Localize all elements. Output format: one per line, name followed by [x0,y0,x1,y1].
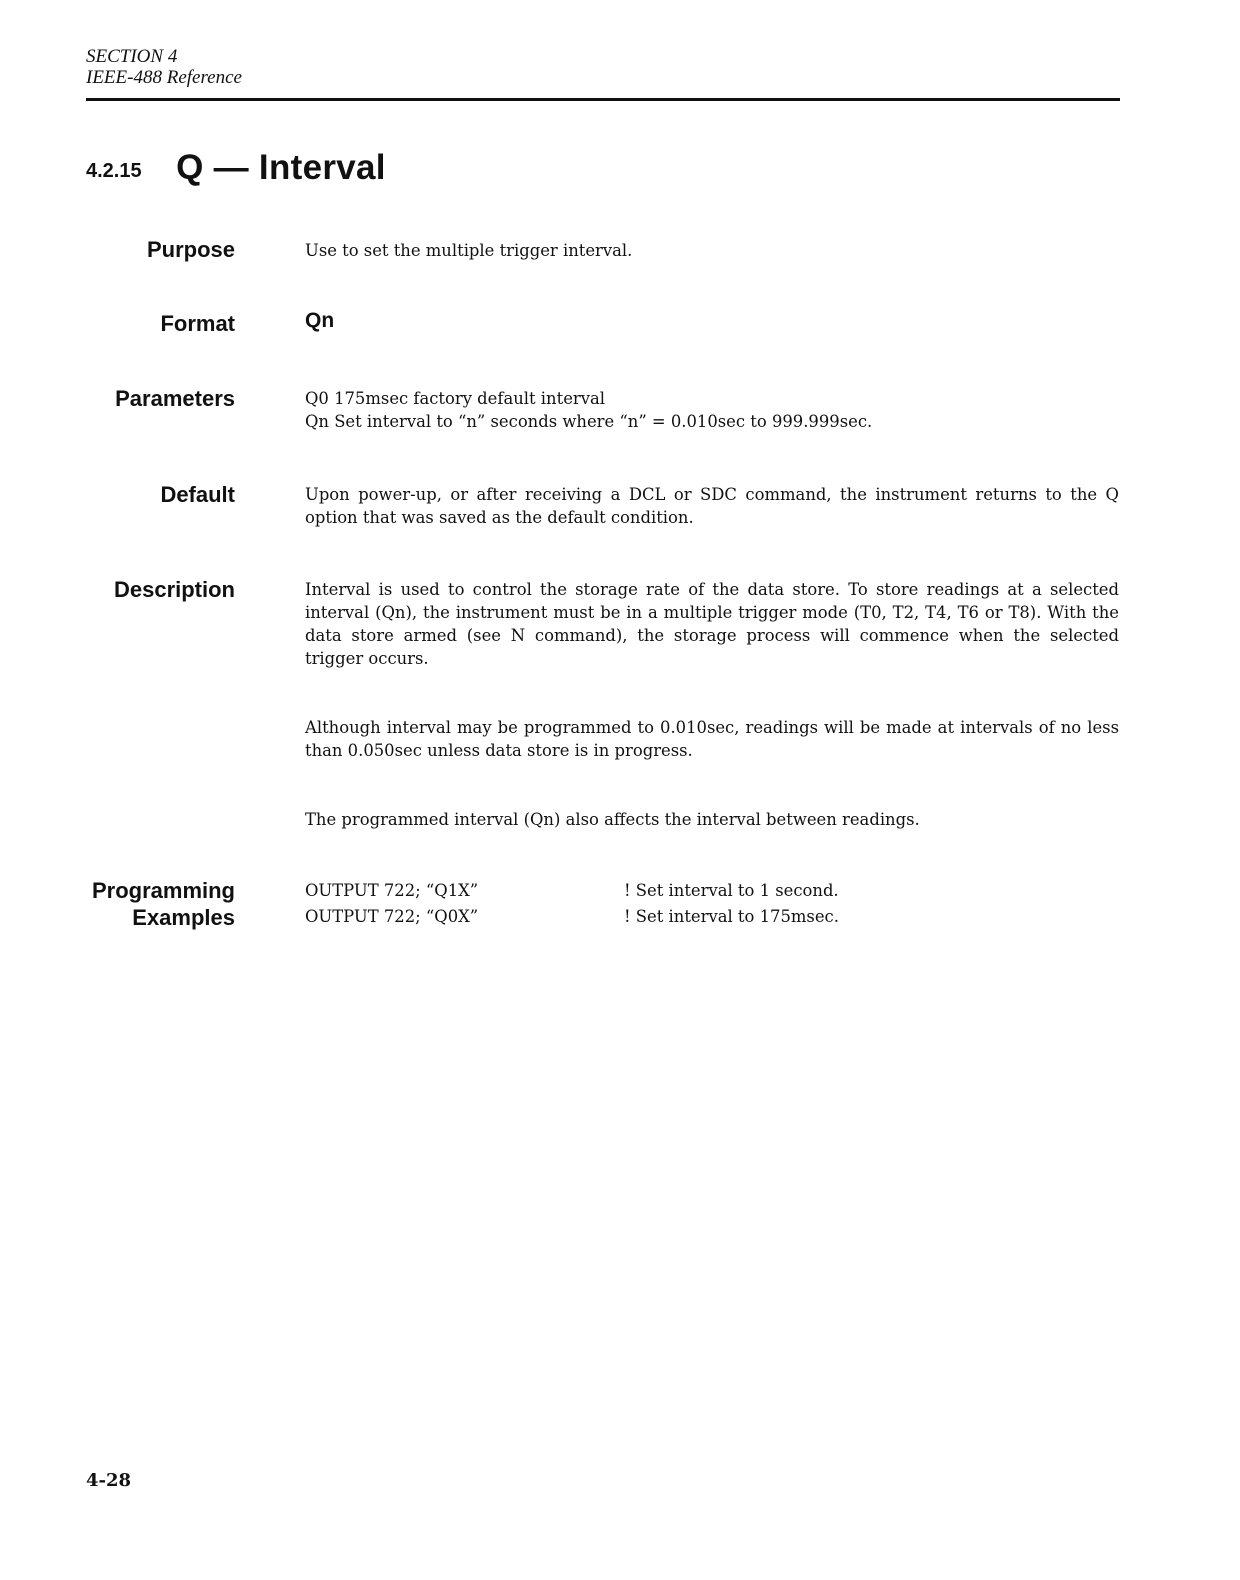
programming-label: Programming [91,878,235,903]
purpose-text: Use to set the multiple trigger interval. [305,241,633,260]
parameter-q0: Q0 175msec factory default interval [305,389,606,408]
section-subtitle: IEEE-488 Reference [86,67,242,88]
description-label: Description [113,577,235,602]
example-comment-1: ! Set interval to 1 second. [624,881,839,900]
parameter-qn: Qn Set interval to “n” seconds where “n” = 0.010sec to 999.999sec. [305,412,873,431]
purpose-label: Purpose [146,237,235,262]
description-paragraph-3: The programmed interval (Qn) also affects the interval between readings. [305,810,920,829]
page-number: 4-28 [86,1470,132,1491]
default-text: Upon power-up, or after receiving a DCL or SDC command, the instrument returns to the Q option that was saved as the default condition. [305,485,1119,527]
section-heading [86,148,386,188]
format-label: Format [160,311,235,336]
description-paragraph-2: Although interval may be programmed to 0.010sec, readings will be made at intervals of no less than 0.050sec unless data store is in progress. [305,718,1119,760]
examples-label: Examples [132,905,235,930]
running-header [86,46,242,88]
section-label: SECTION 4 [86,46,178,67]
format-code: Qn [305,309,335,332]
section-title: Q — Interval [176,148,386,187]
description-paragraph-1: Interval is used to control the storage rate of the data store. To store readings at a selected interval (Qn), the instrument must be in a multiple trigger mode (T0, T2, T4, T6 or T8). With the data store armed (see N command), the storage process will commence when the selected trigger occurs. [305,580,1119,668]
header-rule [86,98,1120,101]
example-code-2: OUTPUT 722; “Q0X” [305,907,479,926]
parameters-label: Parameters [115,386,235,411]
example-comment-2: ! Set interval to 175msec. [624,907,839,926]
section-number: 4.2.15 [86,160,142,182]
default-label: Default [160,482,235,507]
example-code-1: OUTPUT 722; “Q1X” [305,881,479,900]
